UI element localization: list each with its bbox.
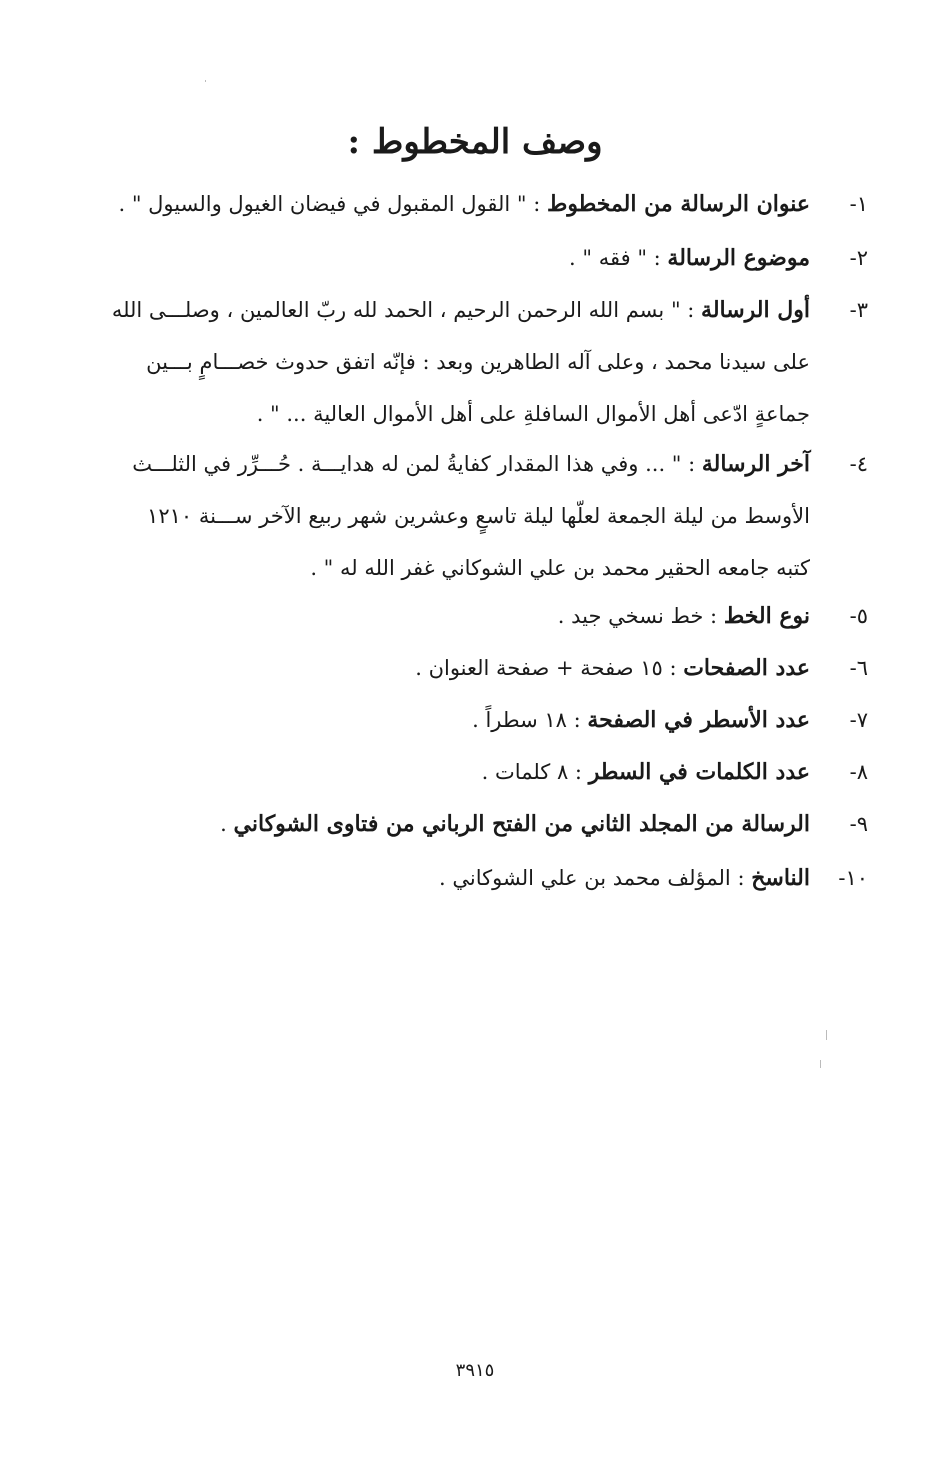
item-text: : " ... وفي هذا المقدار كفايةُ لمن له هدايـــة . حُـــرِّر في الثلـــث <box>132 452 702 476</box>
scan-speck <box>826 1030 827 1040</box>
item-label: آخر الرسالة <box>701 451 810 477</box>
item-label: عدد الأسطر في الصفحة <box>587 707 810 733</box>
item-label: الناسخ <box>751 865 810 891</box>
item-number: ٥- <box>849 604 868 628</box>
item-text: على سيدنا محمد ، وعلى آله الطاهرين وبعد : فإنّه اتفق حدوث خصـــامٍ بـــين <box>146 350 810 374</box>
list-item-copyist <box>439 852 868 904</box>
item-number: ٤- <box>849 452 868 476</box>
list-item-title <box>118 178 868 230</box>
item-text: : " فقه " . <box>569 246 668 270</box>
item-number: ٧- <box>849 708 868 732</box>
list-item-script-type <box>558 590 868 642</box>
item-text: : ٨ كلمات . <box>481 760 589 784</box>
item-text: : " القول المقبول في فيضان الغيول والسيول " . <box>118 192 547 216</box>
page-number: ٣٩١٥ <box>455 1360 495 1381</box>
item-text: : " بسم الله الرحمن الرحيم ، الحمد لله ربّ العالمين ، وصلـــى الله <box>111 298 702 322</box>
item-text: الأوسط من ليلة الجمعة لعلّها ليلة تاسعٍ وعشرين شهر ربيع الآخر ســـنة ١٢١٠ <box>147 504 810 528</box>
list-item-word-count <box>482 746 868 798</box>
scan-speck <box>205 80 206 82</box>
item-text: : المؤلف محمد بن علي الشوكاني . <box>439 866 752 890</box>
item-text: . <box>220 812 234 836</box>
item-label: عدد الكلمات في السطر <box>588 759 810 785</box>
list-item-source-volume <box>220 798 868 850</box>
item-number: ٩- <box>849 812 868 836</box>
item-label: عدد الصفحات <box>683 655 810 681</box>
item-label: الرسالة من المجلد الثاني من الفتح الرباني من فتاوى الشوكاني <box>233 811 810 837</box>
item-number: ٣- <box>849 298 868 322</box>
list-item-line-count <box>472 694 868 746</box>
page-title: وصف المخطوط : <box>347 122 603 162</box>
item-label: عنوان الرسالة من المخطوط <box>547 191 810 217</box>
list-item-page-count <box>415 642 868 694</box>
list-item-ending <box>132 438 868 594</box>
item-text: جماعةٍ ادّعى أهل الأموال السافلةِ على أهل الأموال العالية ... " . <box>256 402 810 426</box>
item-number: ٢- <box>849 246 868 270</box>
item-text: كتبه جامعه الحقير محمد بن علي الشوكاني غفر الله له " . <box>310 556 810 580</box>
item-label: أول الرسالة <box>701 297 810 323</box>
item-text: : خط نسخي جيد . <box>557 604 724 628</box>
item-text: : ١٨ سطراً . <box>472 708 588 732</box>
item-number: ٦- <box>849 656 868 680</box>
item-number: ١- <box>849 192 868 216</box>
item-number: ٨- <box>849 760 868 784</box>
scan-speck <box>820 1060 821 1068</box>
item-label: موضوع الرسالة <box>667 245 810 271</box>
item-number: ١٠- <box>838 866 868 890</box>
item-text: : ١٥ صفحة + صفحة العنوان . <box>415 656 684 680</box>
list-item-subject <box>569 232 868 284</box>
item-label: نوع الخط <box>723 603 810 629</box>
list-item-opening <box>112 284 868 440</box>
